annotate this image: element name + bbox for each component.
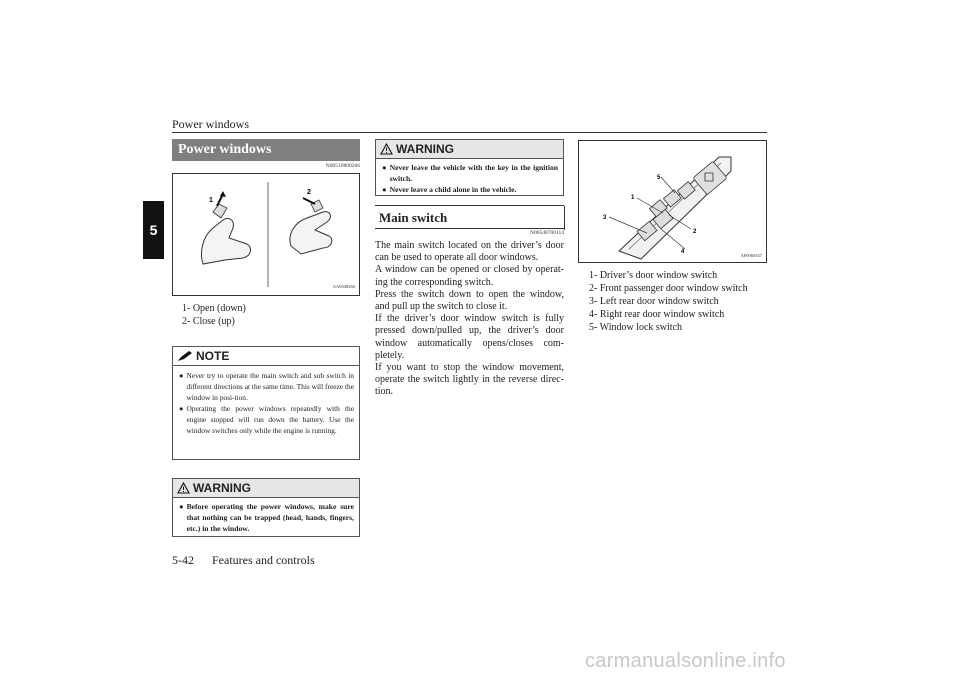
fig2-label-4: 4	[681, 249, 685, 255]
main-switch-panel-illustration	[579, 141, 766, 262]
warning-box-left	[172, 478, 360, 537]
header-rule	[172, 132, 767, 133]
legend-item-1: 1- Driver’s door window switch	[589, 270, 718, 281]
body-paragraph: A window can be opened or closed by operat-ing the corresponding switch.	[375, 264, 564, 288]
legend-item-2: 2- Front passenger door window switch	[589, 283, 748, 294]
subsection-code: N00548700114	[529, 230, 564, 236]
fig2-label-2: 2	[693, 229, 697, 235]
fig2-label-1: 1	[631, 195, 635, 201]
figure1-item-close: 2- Close (up)	[182, 316, 235, 327]
figure1-item-open: 1- Open (down)	[182, 303, 246, 314]
main-switch-body	[375, 240, 564, 399]
subsection-title-main-switch: Main switch	[379, 210, 448, 225]
fig2-label-5: 5	[657, 175, 661, 181]
warning-bullet: ● Never leave the vehicle with the key in the ignition switch.	[382, 163, 558, 183]
fig1-label-2: 2	[307, 189, 311, 196]
pencil-note-icon	[177, 350, 193, 362]
figure-window-switch-operation	[172, 173, 360, 296]
warning-header	[376, 140, 563, 159]
note-bullet: ● Never try to operate the main switch and sub switch in different directions at the same time. This will freeze the window in posi-tion.	[179, 371, 354, 402]
note-bullet: ● Operating the power windows repeatedly with the engine stopped will run down the battery. Use the window switches only while the engine is running.	[179, 404, 354, 435]
body-paragraph: If you want to stop the window movement, operate the switch lightly in the reverse direc-tion.	[375, 362, 564, 398]
warning-triangle-icon	[177, 482, 190, 494]
note-label: NOTE	[196, 349, 230, 363]
body-paragraph: Press the switch down to open the window, and pull up the switch to close it.	[375, 288, 564, 313]
warning-label: WARNING	[396, 142, 454, 156]
warning-box-middle	[375, 139, 564, 196]
figure-main-switch-panel	[578, 140, 767, 263]
legend-item-5: 5- Window lock switch	[589, 322, 683, 333]
warning-bullet: ● Never leave a child alone in the vehicle.	[382, 185, 517, 194]
figure2-code: AF0060337	[740, 253, 762, 258]
footer-section: Features and controls	[212, 553, 315, 567]
window-switch-illustration	[173, 174, 359, 295]
figure2-legend	[589, 269, 748, 334]
subsection-header	[375, 205, 564, 229]
warning-bullet: ● Before operating the power windows, make sure that nothing can be trapped (head, hands, fingers, etc.) in the window.	[179, 502, 354, 533]
page-number: 5-42	[172, 553, 194, 567]
fig2-label-3: 3	[603, 215, 607, 221]
figure1-code: AA0048266	[332, 284, 355, 289]
warning-triangle-icon	[380, 143, 393, 155]
chapter-tab: 5	[143, 201, 164, 259]
section-title-power-windows: Power windows	[172, 139, 360, 161]
running-header-title: Power windows	[172, 117, 249, 131]
note-box	[172, 346, 360, 460]
fig1-label-1: 1	[209, 197, 213, 204]
body-paragraph: The main switch located on the driver’s door can be used to operate all door windows.	[375, 240, 564, 264]
legend-item-3: 3- Left rear door window switch	[589, 296, 719, 307]
watermark-text: carmanualsonline.info	[585, 650, 786, 672]
note-header	[173, 347, 359, 366]
warning-label: WARNING	[193, 481, 251, 495]
legend-item-4: 4- Right rear door window switch	[589, 309, 725, 320]
section-code: N00510800266	[325, 163, 360, 169]
warning-header	[173, 479, 359, 498]
body-paragraph: If the driver’s door window switch is fully pressed down/pulled up, the driver’s door window automatically opens/closes com-pletely.	[375, 313, 564, 361]
page-footer	[172, 553, 315, 568]
